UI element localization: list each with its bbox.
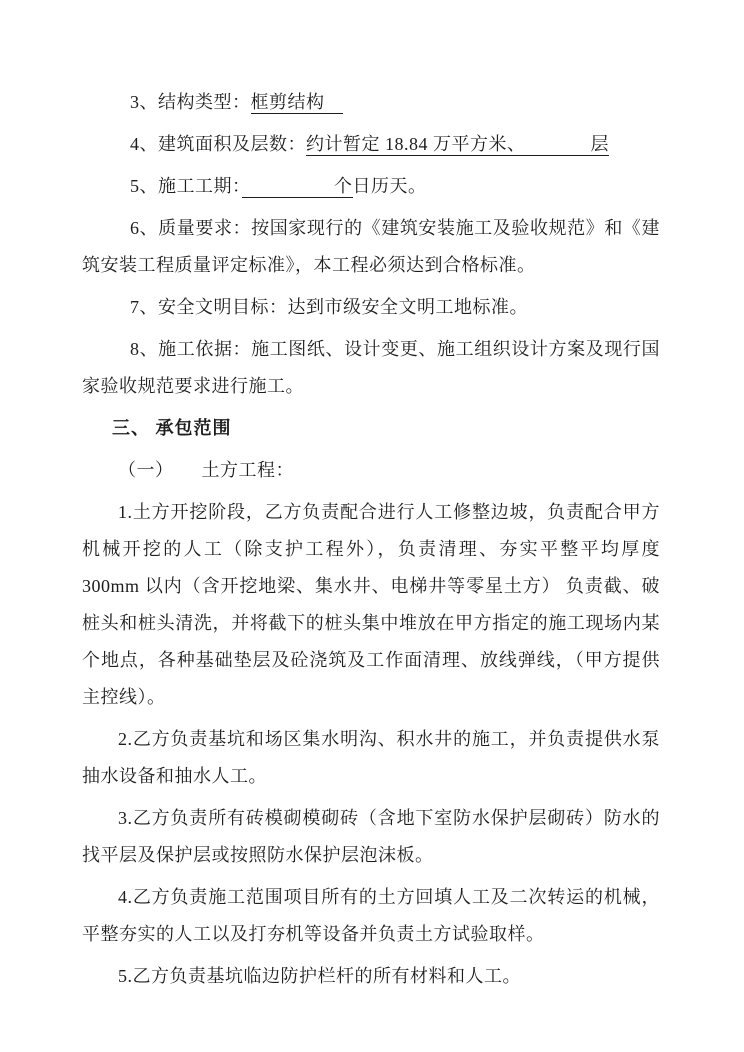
scope-item-2: 2.乙方负责基坑和场区集水明沟、积水井的施工，并负责提供水泵抽水设备和抽水人工。 bbox=[82, 729, 660, 786]
section-3-heading: 三、 承包范围 bbox=[112, 418, 232, 438]
clause-7-safety-target: 7、安全文明目标：达到市级安全文明工地标准。 bbox=[130, 297, 528, 317]
clause-3-label: 3、结构类型： bbox=[130, 92, 251, 112]
clause-4-filled-value: 约计暂定 18.84 万平方米、 层 bbox=[306, 134, 609, 154]
clause-5-label: 5、施工工期： bbox=[130, 176, 242, 196]
clause-3-filled-value: 框剪结构 bbox=[250, 92, 343, 112]
clause-4-label: 4、建筑面积及层数： bbox=[130, 134, 306, 154]
scope-item-3: 3.乙方负责所有砖模砌模砌砖（含地下室防水保护层砌砖）防水的找平层及保护层或按照防水保护层泡沫板。 bbox=[82, 808, 660, 865]
clause-3-structure-type bbox=[82, 84, 660, 121]
scope-item-1: 1.土方开挖阶段，乙方负责配合进行人工修整边坡，负责配合甲方机械开挖的人工（除支护工程外），负责清理、夯实平整平均厚度 300mm 以内（含开挖地梁、集水井、电梯井等零星土方） 负责截、破桩头和桩头清洗，并将截下的桩头集中堆放在甲方指定的施工现场内某个地点，各种基础垫层及砼浇筑及工作面清理、放线弹线，（甲方提供主控线）。 bbox=[82, 502, 660, 707]
scope-item-4: 4.乙方负责施工范围项目所有的土方回填人工及二次转运的机械，平整夯实的人工以及打夯机等设备并负责土方试验取样。 bbox=[82, 887, 660, 944]
clause-4-area-floors bbox=[82, 126, 660, 163]
clause-6-quality: 6、质量要求：按国家现行的《建筑安装施工及验收规范》和《建筑安装工程质量评定标准》，本工程必须达到合格标准。 bbox=[82, 218, 660, 275]
clause-5-suffix: 日历天。 bbox=[352, 176, 427, 196]
scope-item-5: 5.乙方负责基坑临边防护栏杆的所有材料和人工。 bbox=[118, 966, 521, 986]
clause-5-duration bbox=[82, 168, 660, 205]
subsection-1-earthwork-heading: （一） 土方工程： bbox=[118, 460, 294, 480]
clause-5-blank-value: 个 bbox=[241, 176, 353, 196]
clause-8-construction-basis: 8、施工依据：施工图纸、设计变更、施工组织设计方案及现行国家验收规范要求进行施工。 bbox=[82, 339, 660, 396]
